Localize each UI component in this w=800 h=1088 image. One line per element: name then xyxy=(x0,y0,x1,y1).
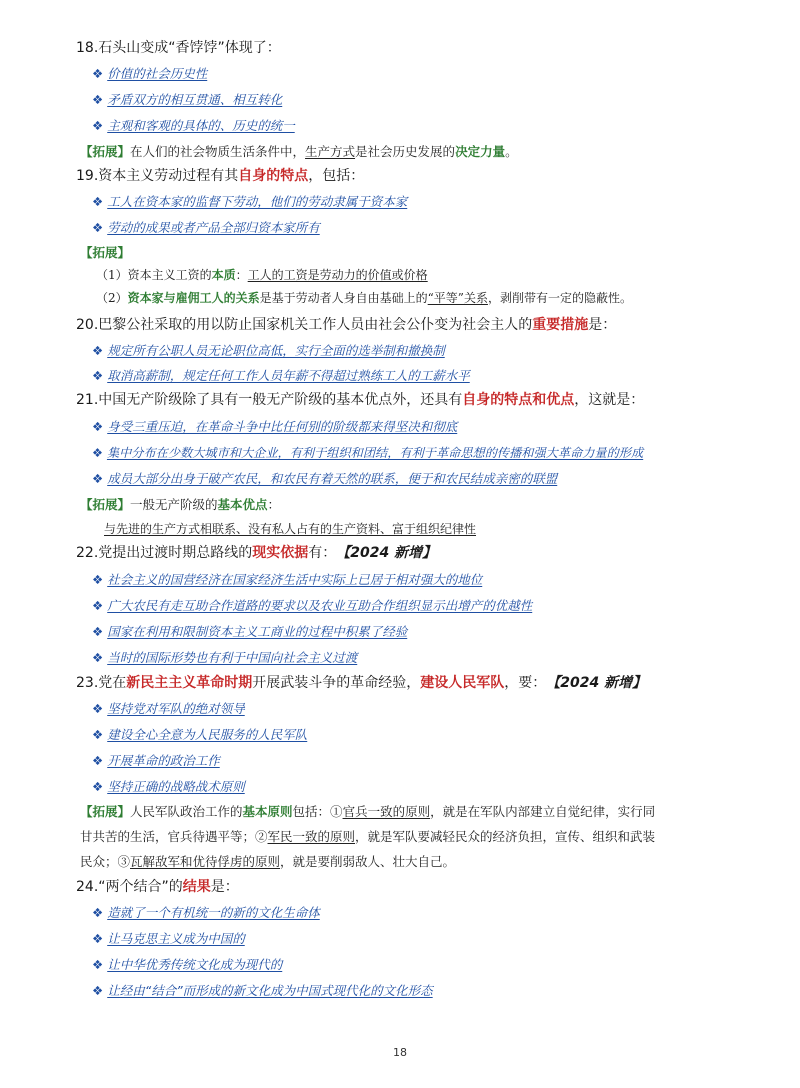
question-18-option-3: ❖ 主观和客观的具体的、历史的统一 xyxy=(92,118,295,133)
question-23-extension-line-1: 【拓展】人民军队政治工作的基本原则包括：①官兵一致的原则，就是在军队内部建立自觉纪律，实行同 xyxy=(80,804,656,819)
question-20-option-2: ❖ 取消高薪制，规定任何工作人员年薪不得超过熟练工人的工薪水平 xyxy=(92,368,470,383)
question-22-option-2: ❖ 广大农民有走互助合作道路的要求以及农业互助合作组织显示出增产的优越性 xyxy=(92,598,533,613)
diamond-bullet-icon: ❖ xyxy=(92,957,104,972)
question-21-option-3: ❖ 成员大部分出身于破产农民，和农民有着天然的联系，便于和农民结成亲密的联盟 xyxy=(92,471,558,486)
question-19-extension-tag: 【拓展】 xyxy=(80,245,131,260)
question-23-option-4: ❖ 坚持正确的战略战术原则 xyxy=(92,779,245,794)
question-24-option-2: ❖ 让马克思主义成为中国的 xyxy=(92,931,245,946)
question-24-option-4: ❖ 让经由“结合”而形成的新文化成为中国式现代化的文化形态 xyxy=(92,983,433,998)
diamond-bullet-icon: ❖ xyxy=(92,727,104,742)
diamond-bullet-icon: ❖ xyxy=(92,343,104,358)
question-18-title: 18.石头山变成“香饽饽”体现了： xyxy=(76,40,281,56)
diamond-bullet-icon: ❖ xyxy=(92,701,104,716)
diamond-bullet-icon: ❖ xyxy=(92,983,104,998)
diamond-bullet-icon: ❖ xyxy=(92,931,104,946)
diamond-bullet-icon: ❖ xyxy=(92,753,104,768)
question-21-extension-line: 与先进的生产方式相联系、没有私人占有的生产资料、富于组织纪律性 xyxy=(104,522,477,536)
question-19-title: 19.资本主义劳动过程有其自身的特点，包括： xyxy=(76,168,365,184)
question-23-extension-line-3: 民众；③瓦解敌军和优待俘虏的原则，就是要削弱敌人、壮大自己。 xyxy=(80,854,456,869)
diamond-bullet-icon: ❖ xyxy=(92,446,103,460)
question-22-option-3: ❖ 国家在利用和限制资本主义工商业的过程中积累了经验 xyxy=(92,624,408,639)
question-21-title: 21.中国无产阶级除了具有一般无产阶级的基本优点外，还具有自身的特点和优点，这就是： xyxy=(76,392,645,408)
diamond-bullet-icon: ❖ xyxy=(92,92,104,107)
diamond-bullet-icon: ❖ xyxy=(92,194,104,209)
question-23-extension-line-2: 甘共苦的生活，官兵待遇平等；②军民一致的原则，就是军队要减轻民众的经济负担，宣传、组织和武装 xyxy=(80,829,656,844)
question-21-extension: 【拓展】一般无产阶级的基本优点： xyxy=(80,497,281,512)
diamond-bullet-icon: ❖ xyxy=(92,779,104,794)
question-23-option-1: ❖ 坚持党对军队的绝对领导 xyxy=(92,701,245,716)
question-19-extension-item-2: （2）资本家与雇佣工人的关系是基于劳动者人身自由基础上的“平等”关系，剥削带有一定的隐蔽性。 xyxy=(96,291,632,305)
question-19-extension-item-1: （1）资本主义工资的本质：工人的工资是劳动力的价值或价格 xyxy=(96,268,428,282)
diamond-bullet-icon: ❖ xyxy=(92,471,104,486)
question-21-option-2: ❖ 集中分布在少数大城市和大企业，有利于组织和团结，有利于革命思想的传播和强大革命力量的形成 xyxy=(92,446,644,460)
question-18-option-1: ❖ 价值的社会历史性 xyxy=(92,66,208,81)
diamond-bullet-icon: ❖ xyxy=(92,572,104,587)
question-21-option-1: ❖ 身受三重压迫，在革命斗争中比任何别的阶级都来得坚决和彻底 xyxy=(92,419,458,434)
page-number: 18 xyxy=(393,1046,407,1059)
question-19-option-1: ❖ 工人在资本家的监督下劳动，他们的劳动隶属于资本家 xyxy=(92,194,408,209)
diamond-bullet-icon: ❖ xyxy=(92,118,104,133)
question-23-option-2: ❖ 建设全心全意为人民服务的人民军队 xyxy=(92,727,308,742)
diamond-bullet-icon: ❖ xyxy=(92,419,104,434)
question-20-option-1: ❖ 规定所有公职人员无论职位高低，实行全面的选举制和撤换制 xyxy=(92,343,445,358)
question-24-option-1: ❖ 造就了一个有机统一的新的文化生命体 xyxy=(92,905,320,920)
diamond-bullet-icon: ❖ xyxy=(92,624,104,639)
diamond-bullet-icon: ❖ xyxy=(92,368,104,383)
question-22-option-4: ❖ 当时的国际形势也有利于中国向社会主义过渡 xyxy=(92,650,358,665)
diamond-bullet-icon: ❖ xyxy=(92,66,104,81)
diamond-bullet-icon: ❖ xyxy=(92,905,104,920)
question-22-option-1: ❖ 社会主义的国营经济在国家经济生活中实际上已居于相对强大的地位 xyxy=(92,572,483,587)
question-24-title: 24.“两个结合”的结果是： xyxy=(76,879,239,895)
question-18-option-2: ❖ 矛盾双方的相互贯通、相互转化 xyxy=(92,92,283,107)
question-24-option-3: ❖ 让中华优秀传统文化成为现代的 xyxy=(92,957,283,972)
question-23-option-3: ❖ 开展革命的政治工作 xyxy=(92,753,220,768)
question-19-option-2: ❖ 劳动的成果或者产品全部归资本家所有 xyxy=(92,220,320,235)
diamond-bullet-icon: ❖ xyxy=(92,650,104,665)
question-22-title: 22.党提出过渡时期总路线的现实依据有：【2024 新增】 xyxy=(76,545,437,561)
question-23-title: 23.党在新民主主义革命时期开展武装斗争的革命经验，建设人民军队，要：【2024 新增】 xyxy=(76,675,647,691)
question-18-extension: 【拓展】在人们的社会物质生活条件中，生产方式是社会历史发展的决定力量。 xyxy=(80,144,518,159)
diamond-bullet-icon: ❖ xyxy=(92,220,104,235)
diamond-bullet-icon: ❖ xyxy=(92,598,104,613)
question-20-title: 20.巴黎公社采取的用以防止国家机关工作人员由社会公仆变为社会主人的重要措施是： xyxy=(76,317,617,333)
